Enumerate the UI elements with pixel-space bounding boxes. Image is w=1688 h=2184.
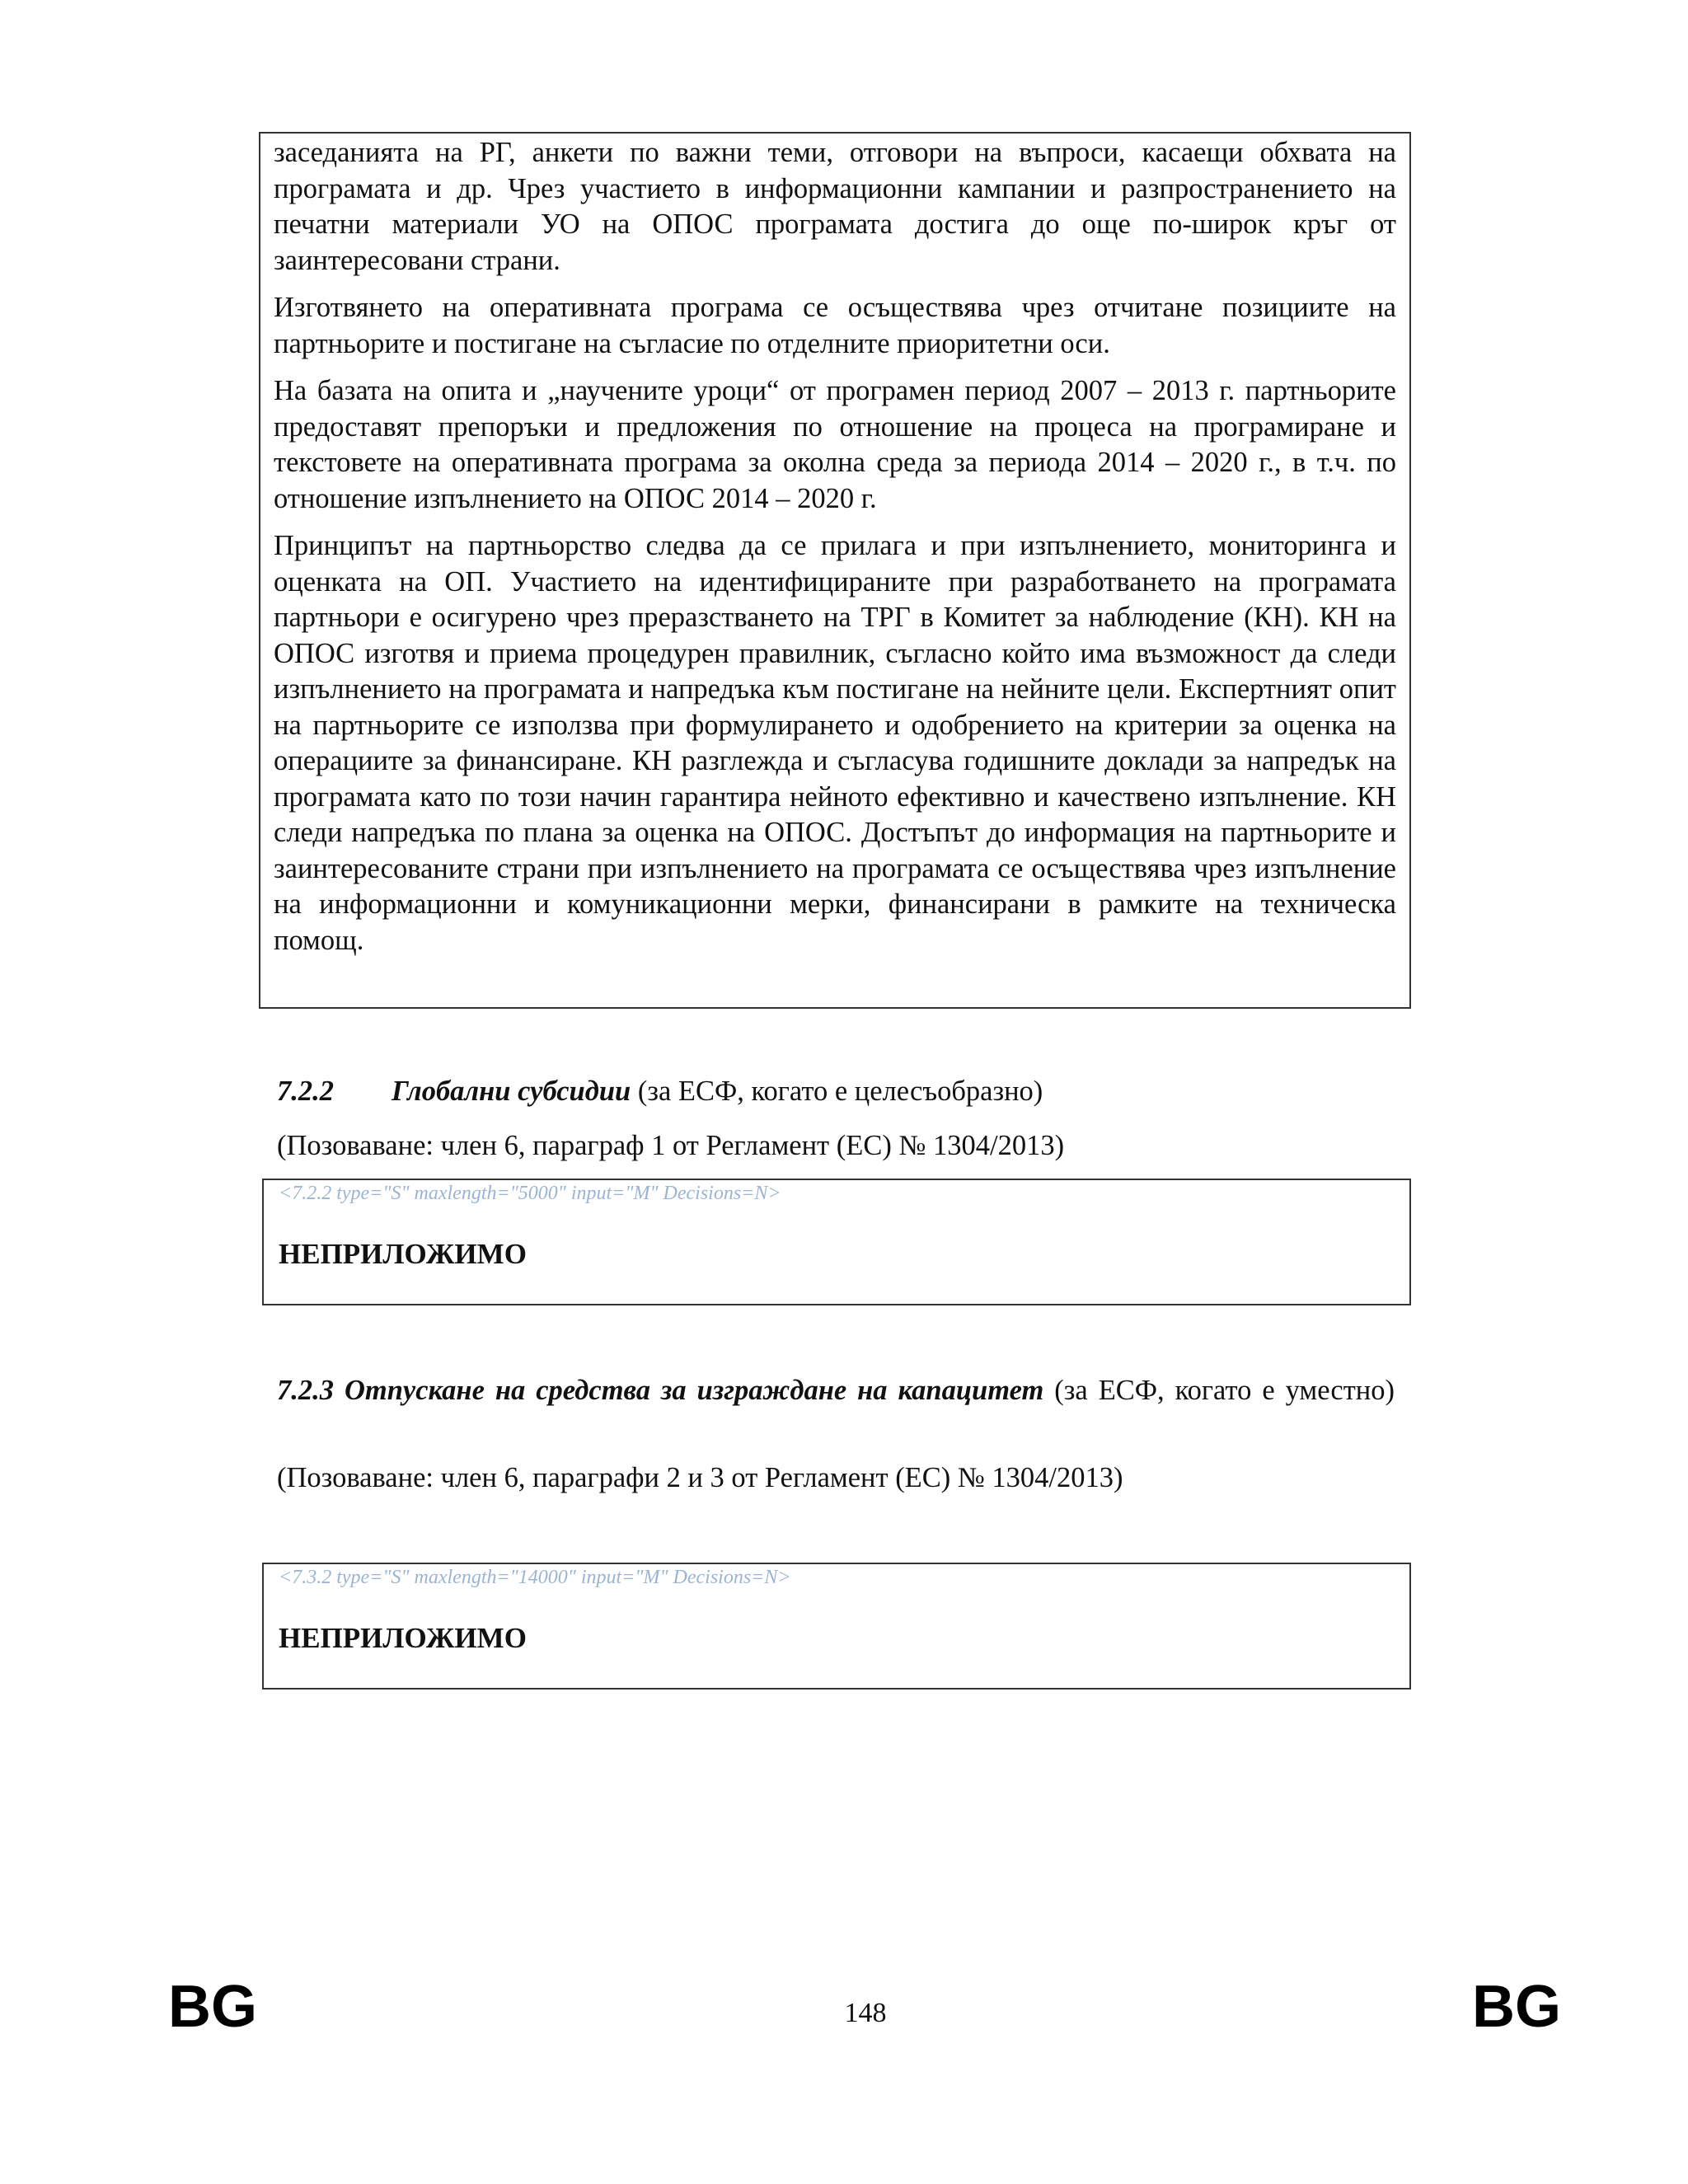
section-723-heading-line1: [277, 1373, 1395, 1409]
section-723-tag: <7.3.2 type="S" maxlength="14000" input="M" Decisions=N>: [279, 1567, 791, 1588]
partnership-text-box: [259, 132, 1411, 1009]
section-722-tag: <7.2.2 type="S" maxlength="5000" input="M" Decisions=N>: [279, 1183, 781, 1204]
paragraph-1: заседанията на РГ, анкети по важни теми, отговори на въпроси, касаещи обхвата на програмата и др. Чрез участието в информационни кампании и разпространението на печатни материали УО на ОПОС програмата достига до още по-широк кръг от заинтересовани страни.: [274, 137, 1396, 276]
section-722-number: 7.2.2: [277, 1076, 334, 1107]
language-mark-right: BG: [1472, 1974, 1561, 2040]
section-723-reference: (Позоваване: член 6, параграфи 2 и 3 от Регламент (ЕС) № 1304/2013): [277, 1462, 1123, 1493]
section-723-suffix: (за ЕСФ, когато е уместно): [1043, 1375, 1395, 1406]
paragraph-4: Принципът на партньорство следва да се прилага и при изпълнението, мониторинга и оценката на ОП. Участието на идентифицираните при разработването на програмата партньори е осигурено чрез преразстването на ТРГ в Комитет за наблюдение (КН). КН на ОПОС изготвя и приема процедурен правилник, съгласно който има възможност да следи изпълнението на програмата и напредъка към постигане на нейните цели. Експертният опит на партньорите се използва при формулирането и одобрението на критерии за оценка на операциите за финансиране. КН разглежда и съгласува годишните доклади за напредък на програмата като по този начин гарантира нейното ефективно и качествено изпълнение. КН следи напредъка по плана за оценка на ОПОС. Достъпът до информация на партньорите и заинтересованите страни при изпълнението на програмата се осъществява чрез изпълнение на информационни и комуникационни мерки, финансирани в рамките на техническа помощ.: [274, 530, 1396, 956]
section-722-title: Глобални субсидии: [392, 1076, 631, 1107]
section-723-number: 7.2.3: [277, 1375, 334, 1406]
section-722-reference: (Позоваване: член 6, параграф 1 от Регламент (ЕС) № 1304/2013): [277, 1130, 1065, 1161]
section-722-content: НЕПРИЛОЖИМО: [279, 1238, 527, 1270]
page-number: 148: [844, 1998, 887, 2028]
language-mark-left: BG: [168, 1974, 257, 2040]
paragraph-3: На базата на опита и „научените уроци“ от програмен период 2007 – 2013 г. партньорите предоставят препоръки и предложения по отношение на процеса на програмиране и текстовете на оперативната програма за околна среда за периода 2014 – 2020 г., в т.ч. по отношение изпълнението на ОПОС 2014 – 2020 г.: [274, 375, 1396, 514]
section-723-title: Отпускане на средства за изграждане на капацитет: [344, 1375, 1044, 1406]
section-722-heading: [277, 1074, 1043, 1110]
section-723-content: НЕПРИЛОЖИМО: [279, 1622, 527, 1654]
section-722-suffix: (за ЕСФ, когато е целесъобразно): [631, 1076, 1043, 1107]
paragraph-2: Изготвянето на оперативната програма се осъществява чрез отчитане позициите на партньорите и постигане на съгласие по отделните приоритетни оси.: [274, 292, 1396, 359]
